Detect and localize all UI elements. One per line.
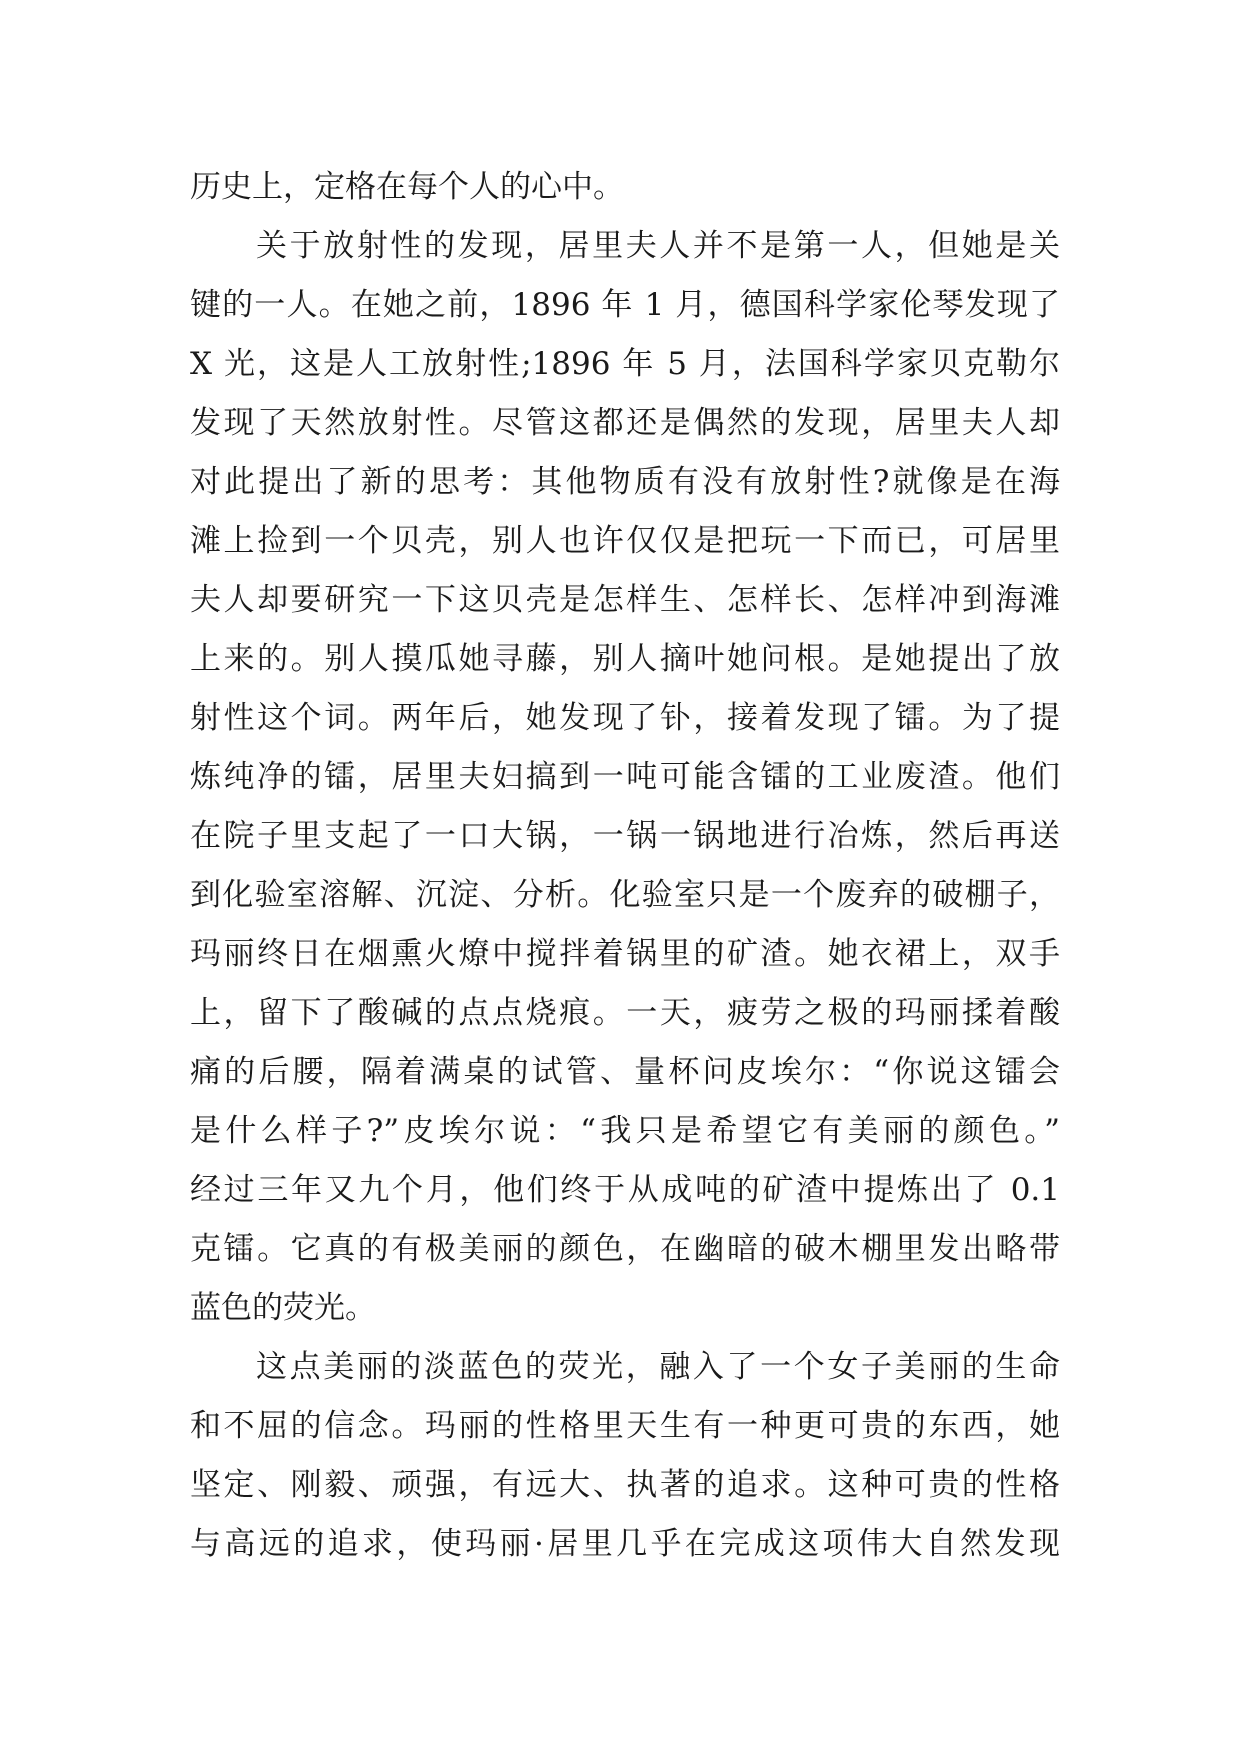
paragraph-line: X 光，这是人工放射性;1896 年 5 月，法国科学家贝克勒尔 [190,346,1060,382]
paragraph-line: 是什么样子?”皮埃尔说：“我只是希望它有美丽的颜色。” [190,1113,1060,1149]
paragraph-line: 关于放射性的发现，居里夫人并不是第一人，但她是关 [256,228,1060,264]
document-body [190,158,1060,1574]
paragraph-line: 对此提出了新的思考：其他物质有没有放射性?就像是在海 [190,464,1060,500]
paragraph-line: 历史上，定格在每个人的心中。 [190,169,624,205]
paragraph-line: 经过三年又九个月，他们终于从成吨的矿渣中提炼出了 0.1 [190,1172,1060,1208]
paragraph-line: 上来的。别人摸瓜她寻藤，别人摘叶她问根。是她提出了放 [190,641,1060,677]
paragraph-line: 夫人却要研究一下这贝壳是怎样生、怎样长、怎样冲到海滩 [190,582,1060,618]
paragraph-line: 键的一人。在她之前，1896 年 1 月，德国科学家伦琴发现了 [190,287,1060,323]
paragraph-line: 与高远的追求，使玛丽·居里几乎在完成这项伟大自然发现 [190,1526,1060,1562]
paragraph-line: 这点美丽的淡蓝色的荧光，融入了一个女子美丽的生命 [256,1349,1060,1385]
paragraph-line: 玛丽终日在烟熏火燎中搅拌着锅里的矿渣。她衣裙上，双手 [190,936,1060,972]
paragraph-line: 在院子里支起了一口大锅，一锅一锅地进行冶炼，然后再送 [190,818,1060,854]
paragraph-line: 滩上捡到一个贝壳，别人也许仅仅是把玩一下而已，可居里 [190,523,1060,559]
paragraph-line: 炼纯净的镭，居里夫妇搞到一吨可能含镭的工业废渣。他们 [190,759,1060,795]
paragraph-line: 蓝色的荧光。 [190,1290,376,1326]
paragraph-line: 到化验室溶解、沉淀、分析。化验室只是一个废弃的破棚子， [190,877,1060,913]
paragraph-line: 痛的后腰，隔着满桌的试管、量杯问皮埃尔：“你说这镭会 [190,1054,1060,1090]
paragraph-line: 克镭。它真的有极美丽的颜色，在幽暗的破木棚里发出略带 [190,1231,1060,1267]
paragraph-line: 发现了天然放射性。尽管这都还是偶然的发现，居里夫人却 [190,405,1060,441]
paragraph-line: 射性这个词。两年后，她发现了钋，接着发现了镭。为了提 [190,700,1060,736]
paragraph-line: 上，留下了酸碱的点点烧痕。一天，疲劳之极的玛丽揉着酸 [190,995,1060,1031]
paragraph-line: 和不屈的信念。玛丽的性格里天生有一种更可贵的东西，她 [190,1408,1060,1444]
paragraph-line: 坚定、刚毅、顽强，有远大、执著的追求。这种可贵的性格 [190,1467,1060,1503]
